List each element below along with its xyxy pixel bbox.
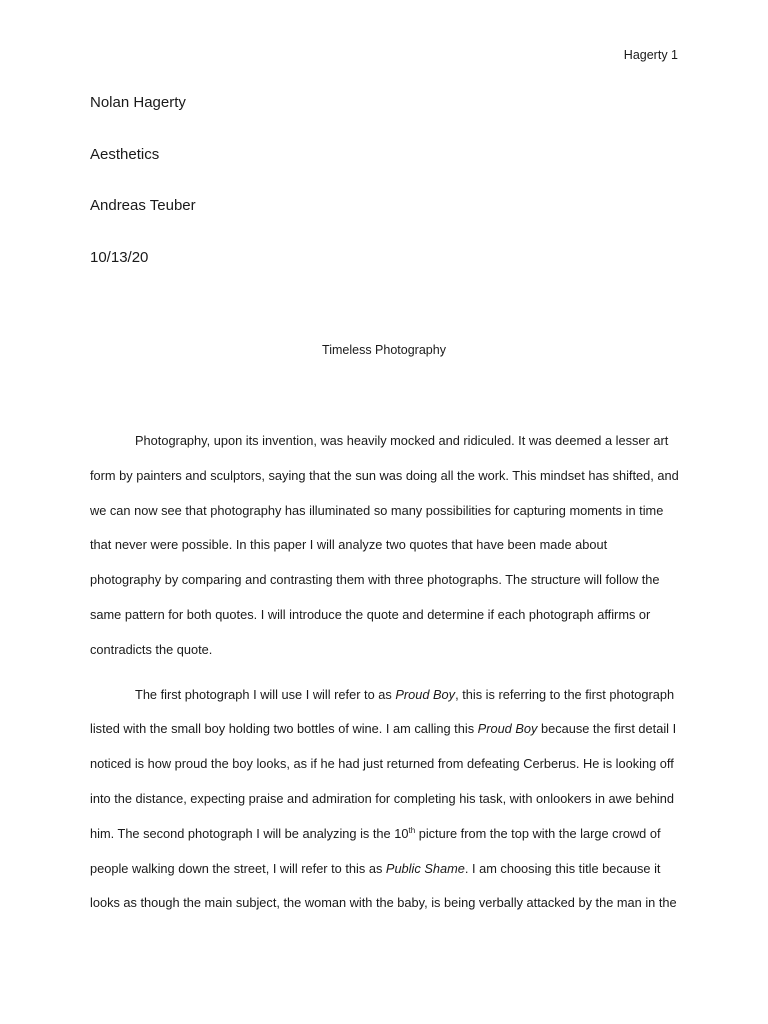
text-run: picture from the top with the large crowd of: [415, 825, 661, 841]
running-header: Hagerty 1: [623, 48, 678, 62]
text-run: him. The second photograph I will be analyzing is the 10: [90, 825, 409, 841]
text-run: . I am choosing this title because it: [464, 860, 661, 876]
text-run: because the first detail I: [537, 721, 677, 737]
course-name: Aesthetics: [90, 145, 160, 163]
italic-title: Proud Boy: [477, 721, 538, 737]
paragraph-line: noticed is how proud the boy looks, as if he had just returned from defeating Cerberus. He is looking off: [90, 756, 674, 772]
italic-title: Public Shame: [385, 860, 465, 876]
paragraph-line: photography by comparing and contrasting them with three photographs. The structure will follow the: [90, 572, 660, 588]
paragraph-photographs: [90, 685, 678, 929]
paragraph-line: contradicts the quote.: [90, 641, 213, 657]
document-body: [90, 431, 678, 938]
paragraph-line: [90, 859, 678, 894]
paragraph-line: [90, 719, 678, 754]
text-run: listed with the small boy holding two bottles of wine. I am calling this: [90, 721, 478, 737]
text-run: , this is referring to the first photograph: [455, 686, 675, 702]
italic-title: Proud Boy: [395, 686, 456, 702]
paragraph-line: [90, 685, 678, 720]
paragraph-intro: [90, 431, 678, 675]
paragraph-line: into the distance, expecting praise and admiration for completing his task, with onlookers in awe behind: [90, 790, 675, 806]
paragraph-line: [90, 824, 678, 859]
paragraph-line: looks as though the main subject, the woman with the baby, is being verbally attacked by the man in the: [90, 895, 677, 911]
mla-heading: [90, 93, 196, 299]
instructor-name: Andreas Teuber: [90, 197, 196, 214]
text-run: people walking down the street, I will refer to this as: [90, 860, 386, 876]
paragraph-line: we can now see that photography has illuminated so many possibilities for capturing moments in time: [90, 502, 664, 518]
paragraph-line: that never were possible. In this paper I will analyze two quotes that have been made about: [90, 537, 608, 553]
author-name: Nolan Hagerty: [90, 94, 186, 111]
text-run: The first photograph I will use I will refer to as: [135, 686, 396, 702]
ordinal-superscript: th: [408, 825, 416, 835]
document-title: Timeless Photography: [322, 343, 446, 357]
date: 10/13/20: [90, 248, 149, 266]
paragraph-line: same pattern for both quotes. I will introduce the quote and determine if each photograph affirms or: [90, 606, 651, 622]
paragraph-line: Photography, upon its invention, was heavily mocked and ridiculed. It was deemed a lesser art: [135, 433, 669, 448]
paragraph-line: form by painters and sculptors, saying that the sun was doing all the work. This mindset has shifted, and: [90, 467, 679, 483]
